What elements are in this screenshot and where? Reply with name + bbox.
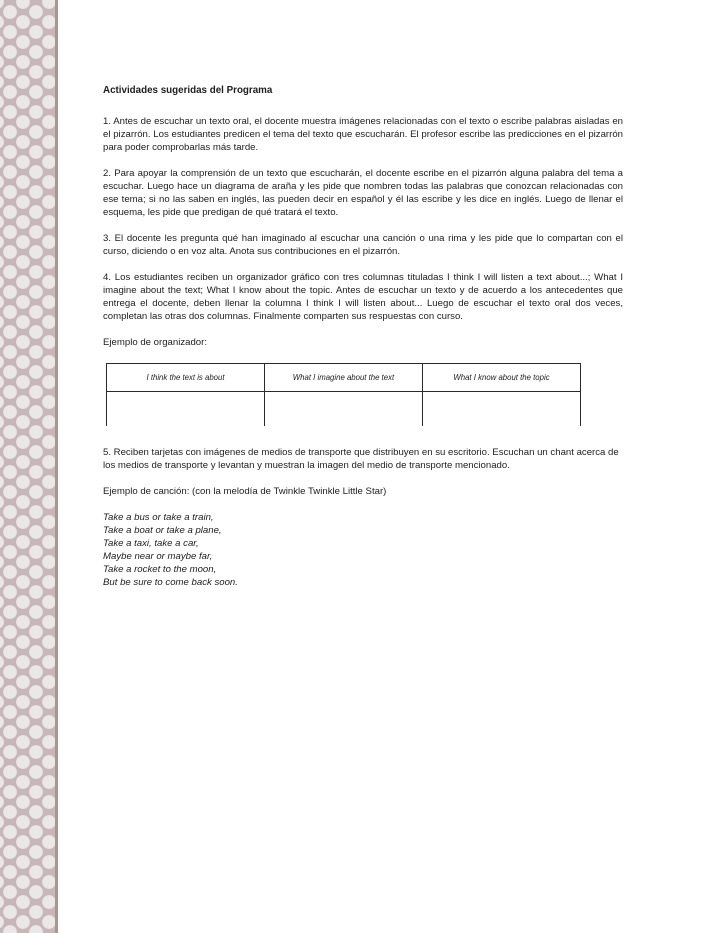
organizer-cell-1 — [107, 392, 265, 427]
song-lyrics — [103, 511, 623, 589]
song-line: But be sure to come back soon. — [103, 577, 238, 588]
song-line: Take a boat or take a plane, — [103, 525, 222, 536]
song-label: Ejemplo de canción: (con la melodía de Twinkle Twinkle Little Star) — [103, 486, 387, 497]
song-line: Take a rocket to the moon, — [103, 564, 217, 575]
decorative-left-border — [0, 0, 58, 933]
song-line: Take a bus or take a train, — [103, 512, 214, 523]
organizer-header-1: I think the text is about — [107, 364, 265, 392]
organizer-header-2: What I imagine about the text — [265, 364, 423, 392]
song-line: Take a taxi, take a car, — [103, 538, 199, 549]
organizer-label: Ejemplo de organizador: — [103, 337, 207, 348]
organizer-cell-3 — [423, 392, 581, 427]
graphic-organizer-table — [106, 363, 581, 426]
section-heading: Actividades sugeridas del Programa — [103, 85, 273, 96]
activity-paragraph-5: 5. Reciben tarjetas con imágenes de medios de transporte que distribuyen en su escritorio. Escuchan un chant acerca de los medios de transporte y levantan y muestran la imagen del medio de transporte mencionado. — [103, 447, 619, 471]
song-line: Maybe near or maybe far, — [103, 551, 213, 562]
activity-paragraph-1: 1. Antes de escuchar un texto oral, el docente muestra imágenes relacionadas con el texto o escribe palabras aisladas en el pizarrón. Los estudiantes predicen el tema del texto que escucharán. El profesor escribe las predicciones en el pizarrón para poder comprobarlas más tarde. — [103, 116, 623, 153]
activity-paragraph-3: 3. El docente les pregunta qué han imaginado al escuchar una canción o una rima y les pide que lo compartan con el curso, diciendo o en voz alta. Anota sus contribuciones en el pizarrón. — [103, 233, 623, 257]
activity-paragraph-4: 4. Los estudiantes reciben un organizador gráfico con tres columnas tituladas I think I will listen a text about...; What I imagine about the text; What I know about the topic. Antes de escuchar un texto y de acuerdo a los antecedentes que entrega el docente, deben llenar la columna I think I will listen about... Luego de escuchar el texto oral dos veces, completan las otras dos columnas. Finalmente comparten sus respuestas con curso. — [103, 272, 623, 322]
organizer-cell-2 — [265, 392, 423, 427]
activity-paragraph-2: 2. Para apoyar la comprensión de un texto que escucharán, el docente escribe en el pizarrón alguna palabra del tema a escuchar. Luego hace un diagrama de araña y les pide que nombren todas las palabras que conozcan relacionadas con ese tema; si no las saben en inglés, las pueden decir en español y él las escribe y les dice en inglés. Luego de llenar el esquema, les pide que predigan de qué tratará el texto. — [103, 168, 623, 218]
document-body — [103, 84, 623, 589]
organizer-header-3: What I know about the topic — [423, 364, 581, 392]
